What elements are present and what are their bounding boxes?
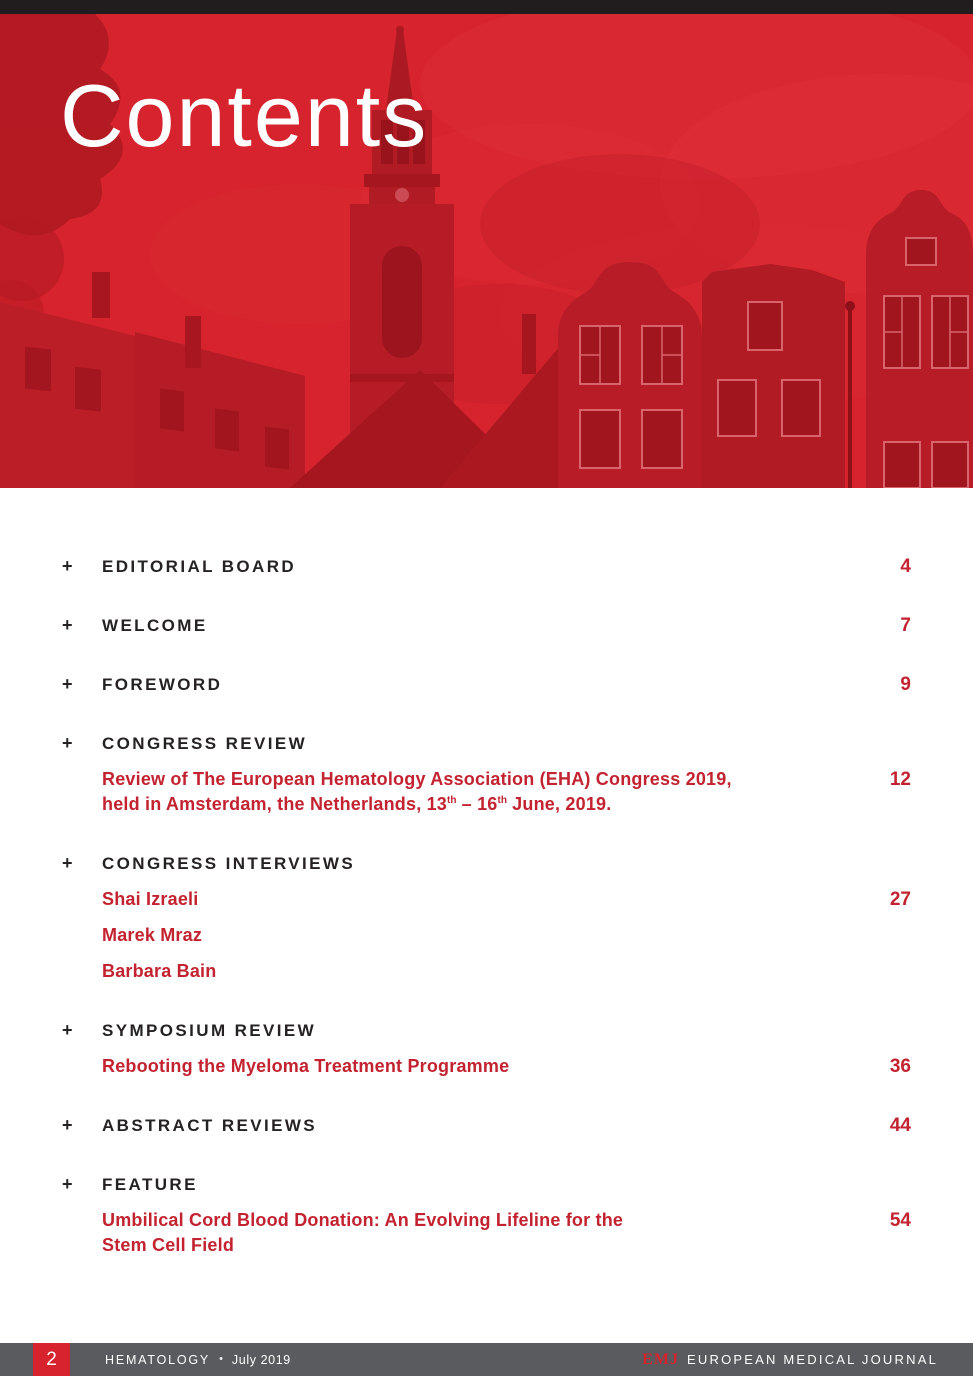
toc-page-number: 27 <box>889 889 911 910</box>
toc-interview-barbara-bain[interactable] <box>62 959 911 984</box>
toc-section-symposium-review[interactable] <box>62 1018 911 1043</box>
toc-section-label: SYMPOSIUM REVIEW <box>102 1021 317 1040</box>
toc-section-editorial-board[interactable] <box>62 554 911 579</box>
toc-section-label: ABSTRACT REVIEWS <box>102 1116 318 1135</box>
article-line-2 <box>102 792 851 817</box>
toc-section-label: CONGRESS INTERVIEWS <box>102 854 356 873</box>
bullet-separator-icon: • <box>219 1353 223 1365</box>
toc-section-welcome[interactable] <box>62 613 911 638</box>
contents-banner <box>0 14 973 488</box>
toc-page-number: 9 <box>900 674 911 695</box>
interviewee-name: Barbara Bain <box>102 961 217 981</box>
footer-page-number: 2 <box>46 1348 57 1370</box>
footer-page-number-badge <box>33 1343 70 1376</box>
article-line-1 <box>102 767 851 792</box>
plus-icon: + <box>62 615 73 635</box>
plus-icon: + <box>62 1174 73 1194</box>
toc-page-number: 54 <box>889 1210 911 1231</box>
article-text: Review of The European Hematology Association (EHA) Congress 2019, <box>102 769 732 789</box>
plus-icon: + <box>62 556 73 576</box>
toc-page-number: 12 <box>889 769 911 790</box>
toc-section-abstract-reviews[interactable] <box>62 1113 911 1138</box>
toc-section-feature[interactable] <box>62 1172 911 1197</box>
toc-article-title: Rebooting the Myeloma Treatment Programme <box>102 1056 510 1076</box>
emj-logo: EMJ <box>642 1350 680 1368</box>
footer-publication-info <box>105 1353 291 1367</box>
plus-icon: + <box>62 1115 73 1135</box>
toc-section-congress-review[interactable] <box>62 731 911 756</box>
toc-page-number: 7 <box>900 615 911 636</box>
toc-section-label: FEATURE <box>102 1175 198 1194</box>
top-dark-strip <box>0 0 973 14</box>
article-line-1: Umbilical Cord Blood Donation: An Evolving Lifeline for the <box>102 1210 624 1230</box>
footer-issue-date: July 2019 <box>231 1352 291 1367</box>
toc-article-myeloma-programme[interactable] <box>62 1054 911 1079</box>
toc-section-label: EDITORIAL BOARD <box>102 557 297 576</box>
toc-interview-shai-izraeli[interactable] <box>62 887 911 912</box>
interviewee-name: Shai Izraeli <box>102 889 199 909</box>
interviewee-name: Marek Mraz <box>102 925 203 945</box>
footer-brand-name: EUROPEAN MEDICAL JOURNAL <box>687 1352 938 1367</box>
toc-page-number: 44 <box>889 1115 911 1136</box>
plus-icon: + <box>62 674 73 694</box>
page-footer <box>0 1343 973 1376</box>
toc-article-umbilical-cord-blood[interactable] <box>62 1208 911 1258</box>
plus-icon: + <box>62 733 73 753</box>
toc-page-number: 36 <box>889 1056 911 1077</box>
plus-icon: + <box>62 853 73 873</box>
article-text: held in Amsterdam, the Netherlands, 13 <box>102 794 448 814</box>
plus-icon: + <box>62 1020 73 1040</box>
ordinal-suffix: th <box>497 795 507 806</box>
table-of-contents <box>0 488 973 1258</box>
toc-section-foreword[interactable] <box>62 672 911 697</box>
ordinal-suffix: th <box>447 795 457 806</box>
toc-section-label: WELCOME <box>102 616 208 635</box>
toc-section-label: CONGRESS REVIEW <box>102 734 308 753</box>
toc-section-congress-interviews[interactable] <box>62 851 911 876</box>
article-line-2: Stem Cell Field <box>102 1235 235 1255</box>
article-text: June, 2019. <box>506 794 612 814</box>
toc-article-eha-congress-review[interactable] <box>62 767 911 817</box>
footer-publication-name: HEMATOLOGY <box>105 1352 211 1367</box>
toc-section-label: FOREWORD <box>102 675 223 694</box>
page-title: Contents <box>60 66 429 165</box>
toc-interview-marek-mraz[interactable] <box>62 923 911 948</box>
toc-page-number: 4 <box>900 556 911 577</box>
toc-article-title <box>102 767 851 817</box>
footer-brand <box>642 1351 938 1369</box>
toc-article-title <box>102 1208 851 1258</box>
article-text: – 16 <box>456 794 498 814</box>
